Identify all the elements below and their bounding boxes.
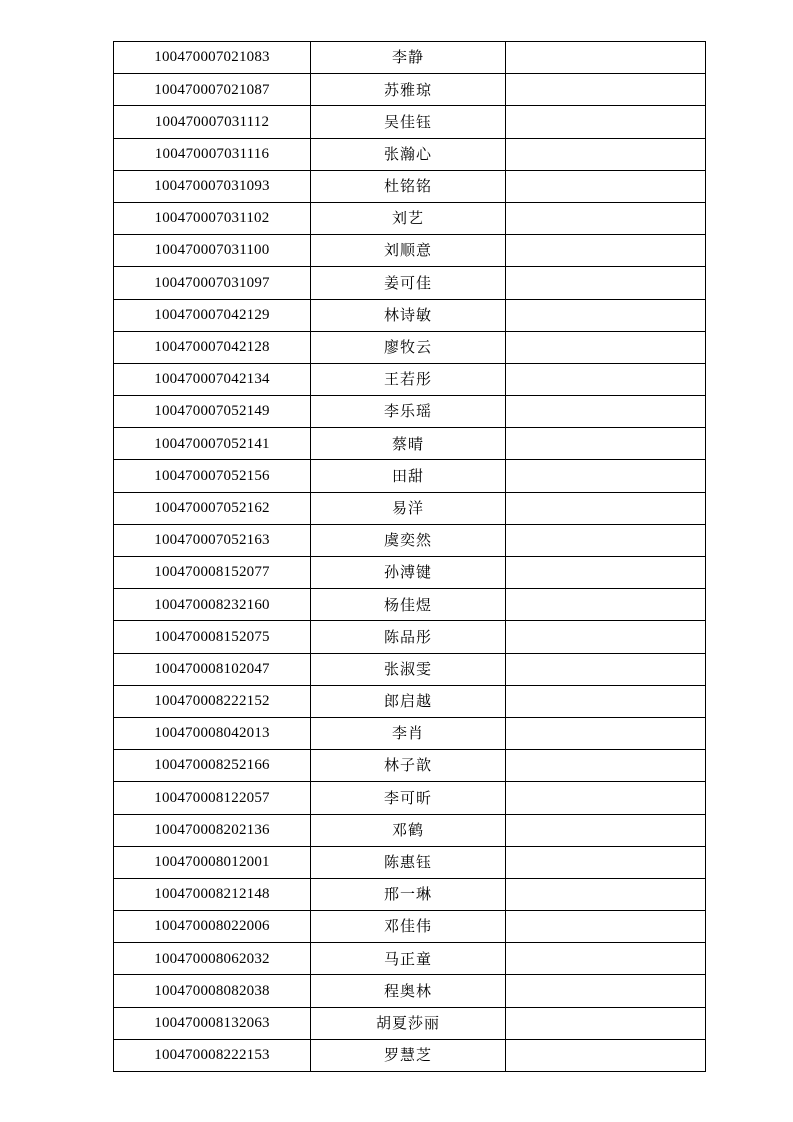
candidate-id-cell: 100470007031093 <box>114 170 311 202</box>
table-row <box>114 750 706 782</box>
candidate-name-cell: 邓鹤 <box>311 814 506 846</box>
notes-cell <box>506 782 706 814</box>
table-row <box>114 138 706 170</box>
candidate-id-cell: 100470007042128 <box>114 331 311 363</box>
candidate-id-cell: 100470008222152 <box>114 685 311 717</box>
table-row <box>114 363 706 395</box>
notes-cell <box>506 557 706 589</box>
candidate-name-cell: 程奥林 <box>311 975 506 1007</box>
candidate-name-cell: 马正童 <box>311 943 506 975</box>
table-row <box>114 717 706 749</box>
candidate-name-cell: 林子歆 <box>311 750 506 782</box>
candidate-id-cell: 100470008122057 <box>114 782 311 814</box>
candidate-name-cell: 李肖 <box>311 717 506 749</box>
notes-cell <box>506 331 706 363</box>
table-row <box>114 878 706 910</box>
notes-cell <box>506 202 706 234</box>
notes-cell <box>506 685 706 717</box>
candidate-id-cell: 100470007031102 <box>114 202 311 234</box>
candidate-name-cell: 张瀚心 <box>311 138 506 170</box>
candidate-id-cell: 100470008012001 <box>114 846 311 878</box>
table-row <box>114 589 706 621</box>
notes-cell <box>506 621 706 653</box>
candidate-id-cell: 100470008232160 <box>114 589 311 621</box>
candidate-name-cell: 杨佳煜 <box>311 589 506 621</box>
candidate-name-cell: 姜可佳 <box>311 267 506 299</box>
candidate-name-cell: 杜铭铭 <box>311 170 506 202</box>
notes-cell <box>506 267 706 299</box>
table-row <box>114 975 706 1007</box>
notes-cell <box>506 42 706 74</box>
candidate-name-cell: 李静 <box>311 42 506 74</box>
notes-cell <box>506 943 706 975</box>
table-row <box>114 202 706 234</box>
table-row <box>114 685 706 717</box>
candidate-id-cell: 100470007021087 <box>114 74 311 106</box>
candidate-id-cell: 100470007052149 <box>114 396 311 428</box>
candidate-name-cell: 罗慧芝 <box>311 1039 506 1071</box>
notes-cell <box>506 492 706 524</box>
candidate-id-cell: 100470007021083 <box>114 42 311 74</box>
candidate-id-cell: 100470008062032 <box>114 943 311 975</box>
notes-cell <box>506 74 706 106</box>
notes-cell <box>506 235 706 267</box>
roster-table-wrapper <box>113 41 704 1072</box>
candidate-name-cell: 陈惠钰 <box>311 846 506 878</box>
notes-cell <box>506 1007 706 1039</box>
candidate-name-cell: 邓佳伟 <box>311 911 506 943</box>
candidate-id-cell: 100470008042013 <box>114 717 311 749</box>
candidate-id-cell: 100470008252166 <box>114 750 311 782</box>
notes-cell <box>506 396 706 428</box>
candidate-name-cell: 邢一琳 <box>311 878 506 910</box>
notes-cell <box>506 589 706 621</box>
candidate-name-cell: 蔡晴 <box>311 428 506 460</box>
table-row <box>114 621 706 653</box>
table-row <box>114 1039 706 1071</box>
notes-cell <box>506 170 706 202</box>
notes-cell <box>506 750 706 782</box>
notes-cell <box>506 1039 706 1071</box>
notes-cell <box>506 524 706 556</box>
notes-cell <box>506 460 706 492</box>
table-row <box>114 1007 706 1039</box>
table-row <box>114 235 706 267</box>
table-row <box>114 106 706 138</box>
candidate-id-cell: 100470008152077 <box>114 557 311 589</box>
table-row <box>114 460 706 492</box>
candidate-name-cell: 林诗敏 <box>311 299 506 331</box>
table-row <box>114 492 706 524</box>
table-row <box>114 782 706 814</box>
candidate-name-cell: 孙溥键 <box>311 557 506 589</box>
candidate-id-cell: 100470007031112 <box>114 106 311 138</box>
candidate-name-cell: 陈品彤 <box>311 621 506 653</box>
table-row <box>114 428 706 460</box>
candidate-id-cell: 100470008082038 <box>114 975 311 1007</box>
candidate-name-cell: 易洋 <box>311 492 506 524</box>
candidate-name-cell: 李乐瑶 <box>311 396 506 428</box>
candidate-id-cell: 100470008022006 <box>114 911 311 943</box>
notes-cell <box>506 138 706 170</box>
roster-table-body <box>114 42 706 1072</box>
candidate-name-cell: 吴佳钰 <box>311 106 506 138</box>
candidate-id-cell: 100470008222153 <box>114 1039 311 1071</box>
notes-cell <box>506 846 706 878</box>
candidate-name-cell: 王若彤 <box>311 363 506 395</box>
candidate-id-cell: 100470007031097 <box>114 267 311 299</box>
candidate-id-cell: 100470007052163 <box>114 524 311 556</box>
candidate-name-cell: 李可昕 <box>311 782 506 814</box>
notes-cell <box>506 363 706 395</box>
candidate-id-cell: 100470007042134 <box>114 363 311 395</box>
table-row <box>114 42 706 74</box>
candidate-id-cell: 100470008132063 <box>114 1007 311 1039</box>
notes-cell <box>506 428 706 460</box>
notes-cell <box>506 299 706 331</box>
table-row <box>114 911 706 943</box>
table-row <box>114 74 706 106</box>
candidate-id-cell: 100470008202136 <box>114 814 311 846</box>
table-row <box>114 396 706 428</box>
candidate-id-cell: 100470007052162 <box>114 492 311 524</box>
notes-cell <box>506 911 706 943</box>
table-row <box>114 331 706 363</box>
candidate-id-cell: 100470007052156 <box>114 460 311 492</box>
candidate-name-cell: 廖牧云 <box>311 331 506 363</box>
notes-cell <box>506 653 706 685</box>
candidate-name-cell: 胡夏莎丽 <box>311 1007 506 1039</box>
notes-cell <box>506 814 706 846</box>
table-row <box>114 170 706 202</box>
candidate-name-cell: 刘艺 <box>311 202 506 234</box>
candidate-name-cell: 苏雅琼 <box>311 74 506 106</box>
candidate-name-cell: 刘顺意 <box>311 235 506 267</box>
candidate-id-cell: 100470007042129 <box>114 299 311 331</box>
table-row <box>114 267 706 299</box>
candidate-id-cell: 100470008152075 <box>114 621 311 653</box>
table-row <box>114 814 706 846</box>
table-row <box>114 299 706 331</box>
table-row <box>114 943 706 975</box>
candidate-name-cell: 田甜 <box>311 460 506 492</box>
notes-cell <box>506 717 706 749</box>
table-row <box>114 557 706 589</box>
candidate-name-cell: 郎启越 <box>311 685 506 717</box>
candidate-id-cell: 100470007031100 <box>114 235 311 267</box>
candidate-name-cell: 张淑雯 <box>311 653 506 685</box>
notes-cell <box>506 106 706 138</box>
notes-cell <box>506 878 706 910</box>
notes-cell <box>506 975 706 1007</box>
candidate-id-cell: 100470007052141 <box>114 428 311 460</box>
roster-table <box>113 41 706 1072</box>
table-row <box>114 846 706 878</box>
candidate-name-cell: 虞奕然 <box>311 524 506 556</box>
table-row <box>114 524 706 556</box>
candidate-id-cell: 100470008102047 <box>114 653 311 685</box>
candidate-id-cell: 100470008212148 <box>114 878 311 910</box>
table-row <box>114 653 706 685</box>
candidate-id-cell: 100470007031116 <box>114 138 311 170</box>
